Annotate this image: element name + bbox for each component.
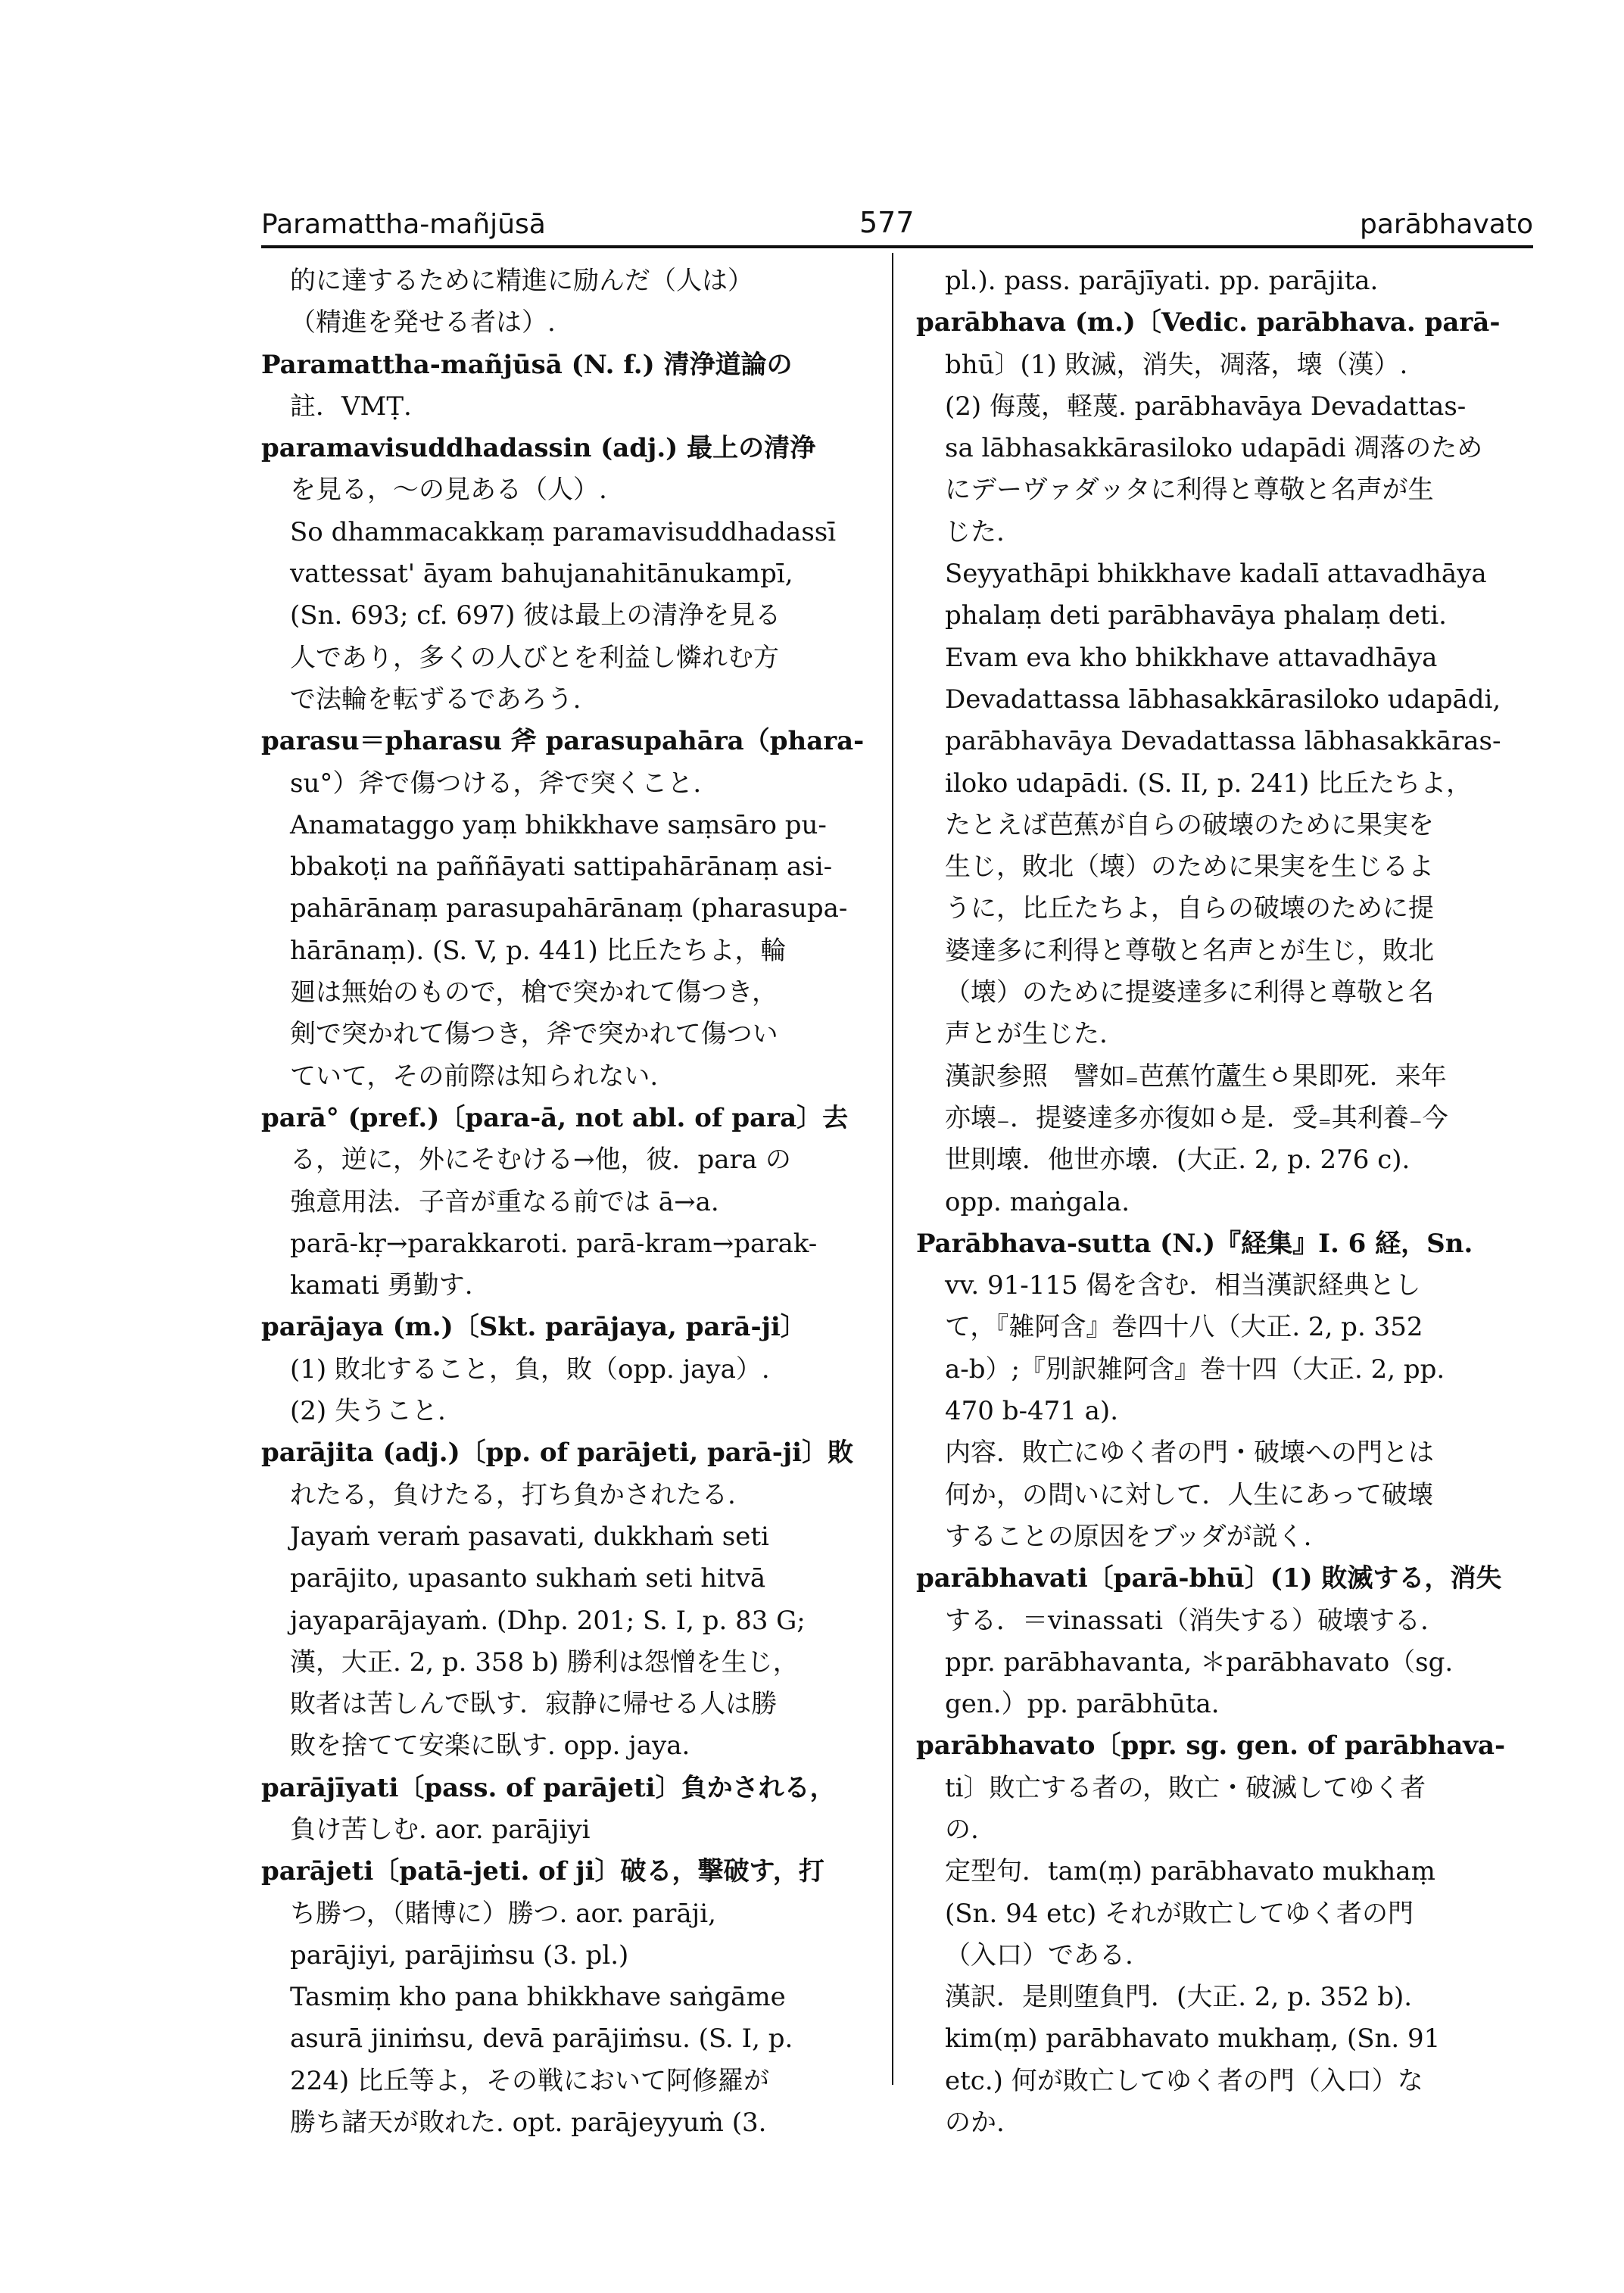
text-line: 強意用法．子音が重なる前では ā→a. [290, 1186, 719, 1217]
text-line: asurā jiniṁsu, devā parājiṁsu. (S. I, p. [290, 2024, 793, 2055]
text-line: ti〕敗亡する者の，敗亡・破滅してゆく者 [945, 1772, 1426, 1803]
text-line: 人であり，多くの人びとを利益し憐れむ方 [290, 642, 779, 673]
running-header [261, 200, 1533, 245]
text-line: parābhavāya Devadattassa lābhasakkāras- [945, 726, 1501, 757]
text-line: うに，比丘たちよ，自らの破壊のために提 [945, 893, 1434, 924]
text-line: hārānaṃ). (S. V, p. 441) 比丘たちよ，輪 [290, 935, 787, 966]
text-line: gen.）pp. parābhūta. [945, 1689, 1220, 1720]
text-line: で法輪を転ずるであろう. [290, 684, 581, 715]
text-line: vv. 91-115 偈を含む．相当漢訳経典とし [945, 1270, 1421, 1301]
entry-headword-line: parājaya (m.)〔Skt. parājaya, parā-ji〕 [261, 1312, 806, 1343]
text-line: 470 b-471 a). [945, 1396, 1119, 1427]
page-number: 577 [859, 206, 915, 239]
text-line: opp. maṅgala. [945, 1186, 1130, 1217]
text-line: etc.) 何が敗亡してゆく者の門（入口）な [945, 2065, 1423, 2096]
text-line: れたる，負けたる，打ち負かされたる. [290, 1479, 736, 1510]
text-line: 廻は無始のもので，槍で突かれて傷つき， [290, 977, 778, 1008]
text-line: ていて，その前際は知られない. [290, 1061, 659, 1092]
text-line: 漢，大正. 2, p. 358 b) 勝利は怨憎を生じ， [290, 1647, 799, 1678]
text-line: たとえば芭蕉が自らの破壊のために果実を [945, 809, 1434, 840]
text-line: にデーヴァダッタに利得と尊敬と名声が生 [945, 475, 1434, 506]
text-line: を見る，～の見ある（人）. [290, 475, 607, 506]
entry-headword-line: parā° (pref.)〔para-ā, not abl. of para〕去 [261, 1102, 849, 1133]
text-line: 224) 比丘等よ，その戦において阿修羅が [290, 2065, 769, 2096]
entry-headword-line: parasu＝pharasu 斧 parasupahāra（phara- [261, 726, 865, 757]
text-line: sa lābhasakkārasiloko udapādi 凋落のため [945, 433, 1483, 464]
text-line: parā-kṛ→parakkaroti. parā-kram→parak- [290, 1228, 818, 1259]
text-line: (1) 敗北すること，負，敗（opp. jaya）. [290, 1354, 770, 1385]
text-line: 何か，の問いに対して．人生にあって破壊 [945, 1479, 1433, 1510]
text-line: Seyyathāpi bhikkhave kadalī attavadhāya [945, 559, 1487, 590]
text-line: So dhammacakkaṃ paramavisuddhadassī [290, 516, 837, 547]
text-line: iloko udapādi. (S. II, p. 241) 比丘たちよ， [945, 768, 1473, 799]
text-line: parājiyi, parājiṁsu (3. pl.) [290, 1939, 629, 1971]
entry-headword-line: parājita (adj.)〔pp. of parājeti, parā-ji〕敗 [261, 1438, 854, 1469]
entry-headword-line: parājīyati〔pass. of parājeti〕負かされる， [261, 1772, 836, 1803]
text-line: phalaṃ deti parābhavāya phalaṃ deti. [945, 600, 1447, 631]
text-line: じた. [945, 516, 1005, 547]
text-line: 註．VMṬ. [290, 391, 412, 422]
text-line: bbakoṭi na paññāyati sattipahārānaṃ asi- [290, 852, 833, 883]
text-line: ち勝つ，（賭博に）勝つ. aor. parāji, [290, 1898, 716, 1929]
text-line: 亦壊₋．提婆達多亦復如ㆁ是．受₌其利養₋今 [945, 1102, 1448, 1133]
header-left-guide-word: Paramattha-mañjūsā [261, 209, 546, 240]
left-column [261, 260, 871, 2144]
header-rule [261, 245, 1533, 248]
text-line: （壊）のために提婆達多に利得と尊敬と名 [945, 977, 1434, 1008]
text-line: （入口）である. [945, 1939, 1133, 1971]
text-line: su°）斧で傷つける，斧で突くこと. [290, 768, 702, 799]
text-line: 内容．敗亡にゆく者の門・破壊への門とは [945, 1438, 1434, 1469]
text-line: kim(ṃ) parābhavato mukhaṃ, (Sn. 91 [945, 2024, 1441, 2055]
header-right-guide-word: parābhavato [1359, 209, 1533, 240]
text-line: pahārānaṃ parasupahārānaṃ (pharasupa- [290, 893, 848, 924]
entry-headword-line: Parābhava-sutta (N.)『経集』I. 6 経，Sn. [916, 1228, 1473, 1259]
text-line: 勝ち諸天が敗れた. opt. parājeyyuṁ (3. [290, 2108, 767, 2139]
text-line: pl.). pass. parājīyati. pp. parājita. [945, 266, 1379, 296]
text-line: 声とが生じた. [945, 1019, 1108, 1050]
text-line: 的に達するために精進に励んだ（人は） [290, 266, 753, 296]
text-line: Devadattassa lābhasakkārasiloko udapādi, [945, 684, 1501, 715]
text-line: 生じ，敗北（壊）のために果実を生じるよ [945, 852, 1434, 883]
text-line: Evam eva kho bhikkhave attavadhāya [945, 642, 1438, 673]
text-line: Jayaṁ veraṁ pasavati, dukkhaṁ seti [290, 1521, 769, 1552]
text-line: 漢訳．是則堕負門．(大正. 2, p. 352 b). [945, 1982, 1413, 2013]
column-divider [892, 253, 893, 2085]
entry-headword-line: parābhava (m.)〔Vedic. parābhava. parā- [916, 307, 1501, 338]
text-line: することの原因をブッダが説く. [945, 1521, 1312, 1552]
text-line: て，『雑阿含』巻四十八（大正. 2, p. 352 [945, 1312, 1423, 1343]
text-line: のか. [945, 2108, 1005, 2139]
entry-headword-line: parājeti〔patā-jeti. of ji〕破る，撃破す，打 [261, 1856, 824, 1887]
text-line: 剣で突かれて傷つき，斧で突かれて傷つい [290, 1019, 778, 1050]
text-line: a-b）;『別訳雑阿含』巻十四（大正. 2, pp. [945, 1354, 1445, 1385]
entry-headword-line: parābhavato〔ppr. sg. gen. of parābhava- [916, 1731, 1506, 1762]
text-line: する．＝vinassati（消失する）破壊する. [945, 1605, 1429, 1636]
text-line: 負け苦しむ. aor. parājiyi [290, 1814, 591, 1845]
text-line: 敗を捨てて安楽に臥す. opp. jaya. [290, 1731, 690, 1762]
right-column [916, 260, 1537, 2144]
entry-headword-line: Paramattha-mañjūsā (N. f.) 清浄道論の [261, 349, 793, 380]
text-line: 敗者は苦しんで臥す．寂静に帰せる人は勝 [290, 1689, 778, 1720]
text-line: (Sn. 94 etc) それが敗亡してゆく者の門 [945, 1898, 1414, 1929]
text-line: ppr. parābhavanta, ＊parābhavato（sg. [945, 1647, 1454, 1678]
text-line: Anamataggo yaṃ bhikkhave saṃsāro pu- [290, 809, 827, 840]
entry-headword-line: parābhavati〔parā-bhū〕(1) 敗滅する，消失 [916, 1563, 1502, 1594]
text-line: 世則壊．他世亦壊．(大正. 2, p. 276 c). [945, 1145, 1410, 1176]
text-line: (Sn. 693; cf. 697) 彼は最上の清浄を見る [290, 600, 781, 631]
text-line: 婆達多に利得と尊敬と名声とが生じ，敗北 [945, 935, 1434, 966]
text-line: 定型句．tam(ṃ) parābhavato mukhaṃ [945, 1856, 1435, 1887]
text-line: vattessat' āyam bahujanahitānukampī, [290, 559, 793, 590]
text-line: (2) 失うこと. [290, 1396, 446, 1427]
text-line: 漢訳参照 譬如₌芭蕉竹蘆生ㆁ果即死．来年 [945, 1061, 1447, 1092]
text-line: parājito, upasanto sukhaṁ seti hitvā [290, 1563, 766, 1594]
text-line: kamati 勇勤す. [290, 1270, 473, 1301]
text-line: jayaparājayaṁ. (Dhp. 201; S. I, p. 83 G; [290, 1605, 806, 1636]
text-line: る，逆に，外にそむける→他，彼．para の [290, 1145, 791, 1176]
text-line: bhū〕(1) 敗滅，消失，凋落，壊（漢）. [945, 349, 1408, 380]
text-line: の. [945, 1814, 979, 1845]
text-line: （精進を発せる者は）. [290, 307, 556, 338]
entry-headword-line: paramavisuddhadassin (adj.) 最上の清浄 [261, 433, 816, 464]
text-line: (2) 侮蔑，軽蔑. parābhavāya Devadattas- [945, 391, 1467, 422]
text-line: Tasmiṃ kho pana bhikkhave saṅgāme [290, 1982, 786, 2013]
